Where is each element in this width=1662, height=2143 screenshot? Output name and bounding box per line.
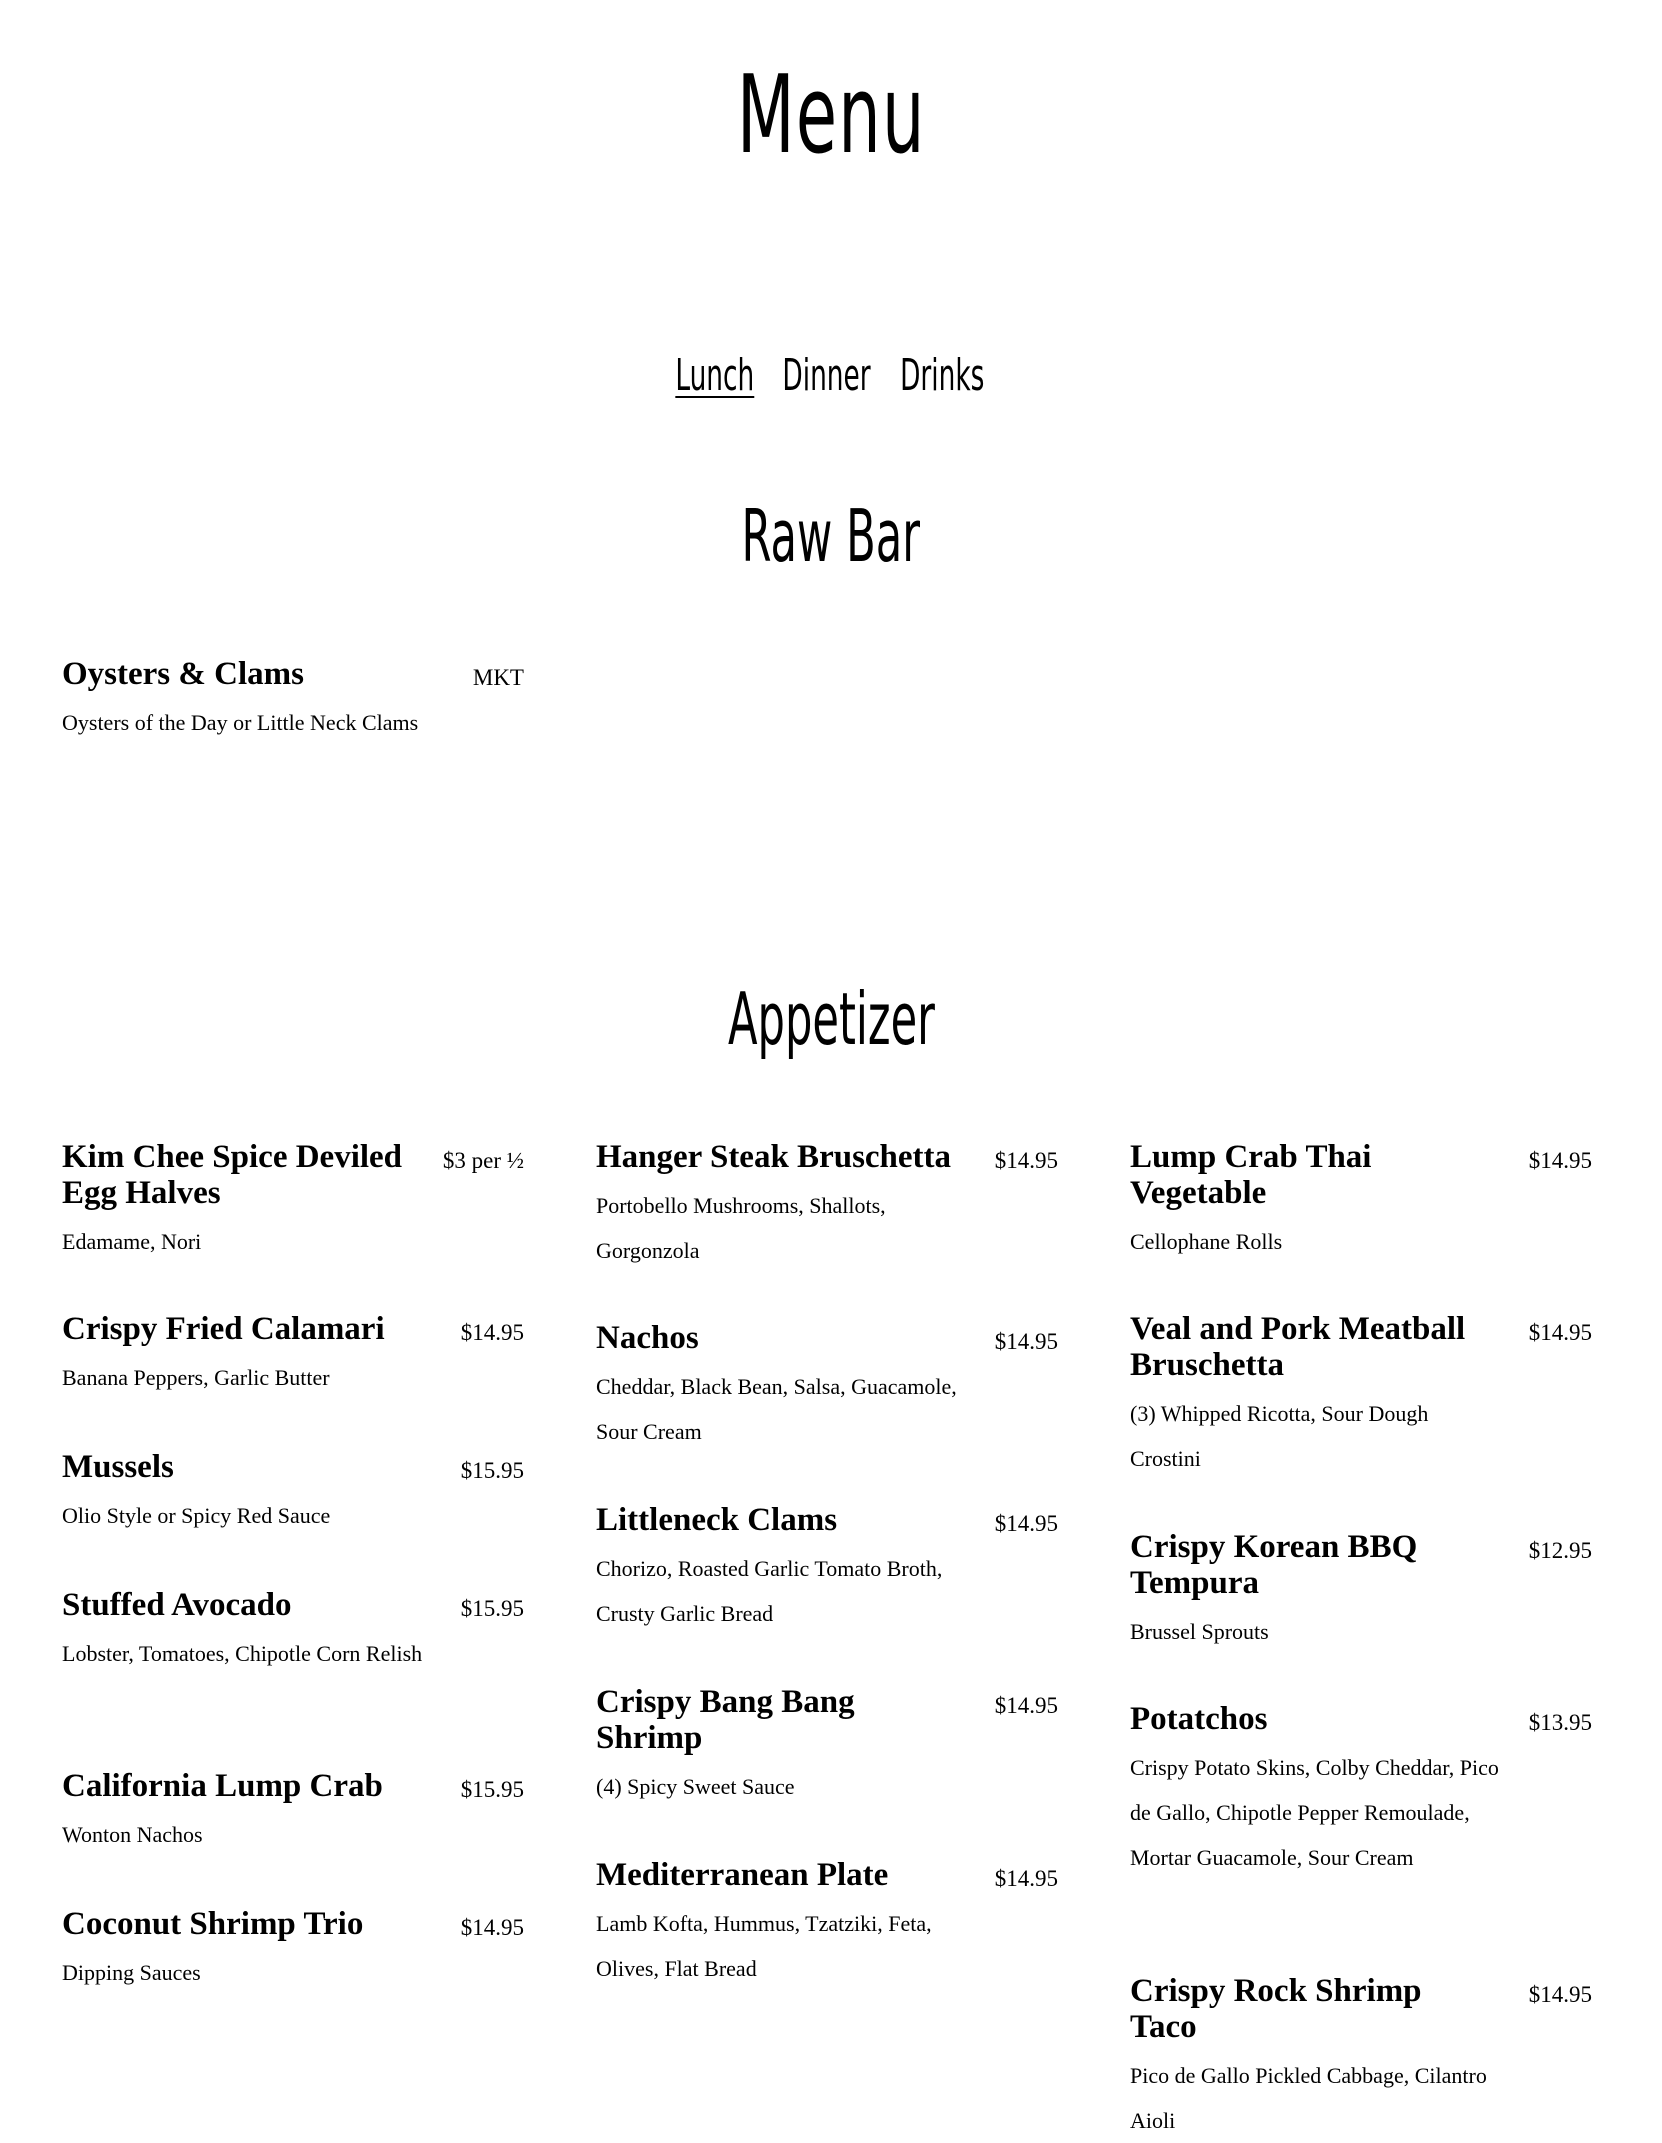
item-price: $15.95 xyxy=(460,1596,524,1621)
menu-item xyxy=(596,1857,1058,1991)
item-price: MKT xyxy=(472,665,524,690)
item-name: Kim Chee Spice Deviled Egg Halves xyxy=(62,1139,403,1211)
item-description: Cellophane Rolls xyxy=(1130,1229,1283,1254)
item-name: Potatchos xyxy=(1130,1701,1268,1737)
menu-item xyxy=(1130,1311,1592,1481)
item-description: Banana Peppers, Garlic Butter xyxy=(62,1365,330,1390)
item-name: Stuffed Avocado xyxy=(62,1587,292,1623)
menu-item xyxy=(1130,1973,1592,2143)
item-price: $15.95 xyxy=(460,1458,524,1483)
item-description: Dipping Sauces xyxy=(62,1960,201,1985)
menu-item xyxy=(62,1449,524,1538)
item-description: Olio Style or Spicy Red Sauce xyxy=(62,1503,331,1528)
menu-item xyxy=(1130,1139,1592,1264)
tab-lunch[interactable]: Lunch xyxy=(675,350,755,401)
item-description: Chorizo, Roasted Garlic Tomato Broth, Crusty Garlic Bread xyxy=(596,1556,943,1626)
tab-drinks[interactable]: Drinks xyxy=(900,350,985,401)
item-name: Oysters & Clams xyxy=(62,656,304,692)
section-heading-raw-bar: Raw Bar xyxy=(741,494,921,578)
item-name: Veal and Pork Meatball Bruschetta xyxy=(1130,1311,1466,1383)
item-price: $15.95 xyxy=(460,1777,524,1802)
item-description: (4) Spicy Sweet Sauce xyxy=(596,1774,795,1799)
item-price: $14.95 xyxy=(994,1693,1058,1718)
item-name: Crispy Rock Shrimp Taco xyxy=(1130,1973,1422,2045)
item-price: $14.95 xyxy=(1528,1320,1592,1345)
item-description: Oysters of the Day or Little Neck Clams xyxy=(62,710,419,735)
item-name: Crispy Fried Calamari xyxy=(62,1311,385,1347)
item-description: Edamame, Nori xyxy=(62,1229,202,1254)
menu-item xyxy=(596,1320,1058,1454)
item-description: Lamb Kofta, Hummus, Tzatziki, Feta, Olives, Flat Bread xyxy=(596,1911,932,1981)
item-price: $14.95 xyxy=(994,1148,1058,1173)
menu-item xyxy=(62,656,524,745)
item-price: $12.95 xyxy=(1528,1538,1592,1563)
menu-item xyxy=(596,1139,1058,1273)
item-name: Mediterranean Plate xyxy=(596,1857,889,1893)
item-description: Wonton Nachos xyxy=(62,1822,203,1847)
item-description: Portobello Mushrooms, Shallots, Gorgonzola xyxy=(596,1193,886,1263)
item-description: Crispy Potato Skins, Colby Cheddar, Pico de Gallo, Chipotle Pepper Remoulade, Mortar Guacamole, Sour Cream xyxy=(1130,1755,1499,1870)
item-price: $14.95 xyxy=(994,1511,1058,1536)
item-price: $13.95 xyxy=(1528,1710,1592,1735)
menu-item xyxy=(62,1311,524,1400)
menu-tabs xyxy=(0,350,1662,401)
item-price: $14.95 xyxy=(994,1866,1058,1891)
menu-item xyxy=(62,1768,524,1857)
item-price: $14.95 xyxy=(1528,1982,1592,2007)
item-name: Hanger Steak Bruschetta xyxy=(596,1139,952,1175)
item-description: Lobster, Tomatoes, Chipotle Corn Relish xyxy=(62,1641,423,1666)
item-description: Pico de Gallo Pickled Cabbage, Cilantro Aioli xyxy=(1130,2063,1487,2133)
menu-item xyxy=(62,1587,524,1676)
item-description: Cheddar, Black Bean, Salsa, Guacamole, Sour Cream xyxy=(596,1374,957,1444)
item-name: Coconut Shrimp Trio xyxy=(62,1906,364,1942)
menu-item xyxy=(1130,1701,1592,1880)
item-name: Crispy Bang Bang Shrimp xyxy=(596,1684,855,1756)
item-price: $14.95 xyxy=(460,1320,524,1345)
menu-item xyxy=(1130,1529,1592,1654)
item-description: Brussel Sprouts xyxy=(1130,1619,1269,1644)
section-heading-appetizer: Appetizer xyxy=(727,977,935,1061)
menu-item xyxy=(62,1139,524,1264)
item-price: $3 per ½ xyxy=(442,1148,524,1173)
item-price: $14.95 xyxy=(460,1915,524,1940)
item-name: Crispy Korean BBQ Tempura xyxy=(1130,1529,1418,1601)
item-name: Littleneck Clams xyxy=(596,1502,838,1538)
menu-item xyxy=(596,1502,1058,1636)
item-name: California Lump Crab xyxy=(62,1768,383,1804)
item-name: Lump Crab Thai Vegetable xyxy=(1130,1139,1372,1211)
item-price: $14.95 xyxy=(994,1329,1058,1354)
raw-bar-column xyxy=(62,656,524,745)
item-name: Nachos xyxy=(596,1320,699,1356)
menu-item xyxy=(596,1684,1058,1809)
item-price: $14.95 xyxy=(1528,1148,1592,1173)
menu-item xyxy=(62,1906,524,1995)
tab-dinner[interactable]: Dinner xyxy=(782,350,871,401)
item-name: Mussels xyxy=(62,1449,174,1485)
page-title: Menu xyxy=(736,53,926,178)
item-description: (3) Whipped Ricotta, Sour Dough Crostini xyxy=(1130,1401,1429,1471)
